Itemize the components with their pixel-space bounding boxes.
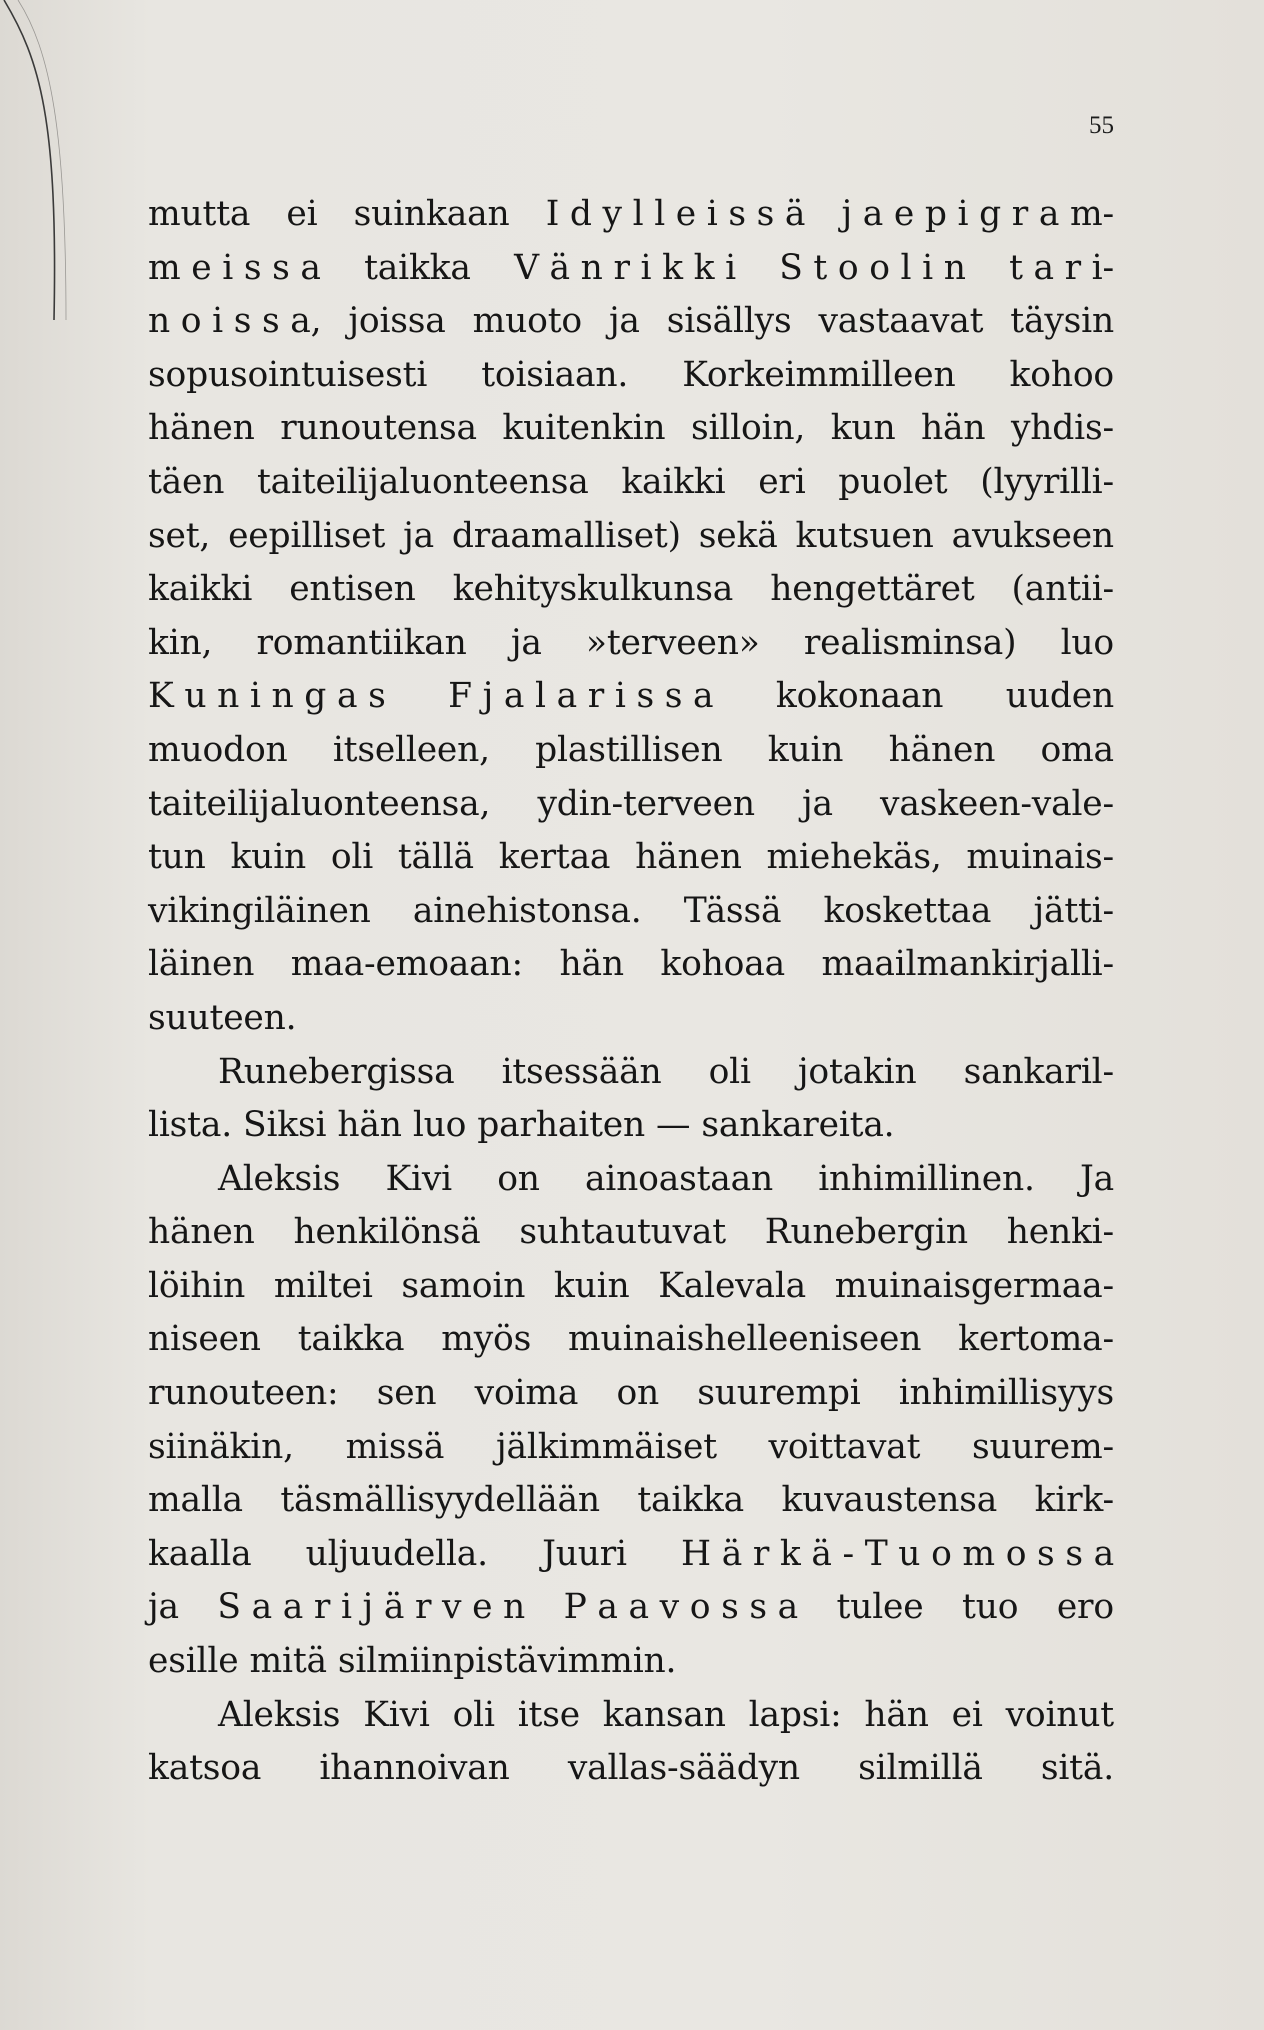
text-word: koskettaa bbox=[823, 890, 992, 931]
text-word: t a r i- bbox=[1009, 247, 1114, 288]
text-line bbox=[148, 1206, 1114, 1260]
text-line bbox=[148, 1635, 1114, 1689]
text-word: missä bbox=[345, 1426, 445, 1467]
text-word: läinen bbox=[148, 944, 255, 985]
text-word: ydin-terveen bbox=[537, 783, 755, 824]
text-word: suurempi bbox=[697, 1373, 861, 1414]
text-line bbox=[148, 402, 1114, 456]
text-word: jälkimmäiset bbox=[496, 1426, 717, 1467]
text-word: luo bbox=[412, 1105, 467, 1146]
text-word: sitä. bbox=[1040, 1748, 1114, 1789]
text-word: inhimillisyys bbox=[898, 1373, 1114, 1414]
text-word: vastaavat bbox=[818, 301, 984, 342]
text-word: »terveen» bbox=[585, 622, 760, 663]
text-word: jotakin bbox=[797, 1051, 917, 1092]
text-word: silloin, bbox=[690, 408, 806, 449]
text-line bbox=[148, 938, 1114, 992]
page-edge-curve bbox=[0, 0, 90, 320]
text-word: samoin bbox=[401, 1265, 526, 1306]
text-word: romantiikan bbox=[256, 622, 467, 663]
text-line bbox=[148, 885, 1114, 939]
text-word: Tässä bbox=[683, 890, 782, 931]
text-word: henkilönsä bbox=[293, 1212, 481, 1253]
text-word: vikingiläinen bbox=[148, 890, 371, 931]
text-line bbox=[148, 831, 1114, 885]
text-word: I d y l l e i s s ä bbox=[545, 194, 806, 234]
text-word: Juuri bbox=[542, 1533, 627, 1574]
text-word: yhdis- bbox=[1010, 408, 1114, 449]
text-word: tällä bbox=[397, 837, 474, 878]
text-line bbox=[148, 510, 1114, 564]
text-word: löihin bbox=[148, 1265, 246, 1306]
text-word: eepilliset bbox=[228, 515, 386, 556]
text-word: maa-emoaan: bbox=[290, 944, 523, 985]
text-word: niseen bbox=[148, 1319, 261, 1360]
text-word: ja bbox=[148, 1587, 179, 1628]
text-word: hengettäret bbox=[770, 569, 975, 610]
text-word: miehekäs, bbox=[766, 837, 942, 878]
text-word: hän bbox=[864, 1694, 929, 1735]
text-word: avukseen bbox=[951, 515, 1114, 556]
text-word: kirk- bbox=[1034, 1480, 1114, 1521]
text-word: kun bbox=[830, 408, 896, 449]
text-word: silmiinpistävimmin. bbox=[337, 1641, 677, 1682]
text-word: muinaishelleeniseen bbox=[568, 1319, 922, 1360]
text-word: hänen bbox=[888, 729, 996, 770]
text-line bbox=[148, 563, 1114, 617]
text-word: suhtautuvat bbox=[519, 1212, 726, 1253]
text-line bbox=[148, 1528, 1114, 1582]
text-line bbox=[148, 1421, 1114, 1475]
text-word: täysin bbox=[1010, 301, 1114, 342]
text-word: esille bbox=[148, 1641, 239, 1682]
text-word: muinaisgermaa- bbox=[834, 1265, 1114, 1306]
text-line bbox=[148, 1313, 1114, 1367]
text-word: set, bbox=[148, 515, 211, 556]
text-word: itsessään bbox=[501, 1051, 662, 1092]
text-word: taikka bbox=[637, 1480, 744, 1521]
text-word: n o i s s a, bbox=[148, 301, 322, 342]
text-word: toisiaan. bbox=[481, 354, 629, 395]
text-word: taikka bbox=[297, 1319, 405, 1360]
text-word: Kalevala bbox=[658, 1265, 807, 1306]
text-word: V ä n r i k k i bbox=[514, 247, 736, 288]
text-word: S a a r i j ä r v e n bbox=[217, 1587, 526, 1628]
text-word: sekä bbox=[698, 515, 778, 556]
text-word: taiteilijaluonteensa, bbox=[148, 783, 491, 824]
text-word: muodon bbox=[148, 729, 288, 770]
text-word: täsmällisyydellään bbox=[280, 1480, 600, 1521]
text-word: sisällys bbox=[666, 301, 792, 342]
text-word: henki- bbox=[1006, 1212, 1114, 1253]
text-word: muoto bbox=[472, 301, 582, 342]
text-word: kin, bbox=[148, 622, 213, 663]
text-word: eri bbox=[758, 461, 806, 502]
text-word: Korkeimmilleen bbox=[682, 354, 956, 395]
text-word: muinais- bbox=[966, 837, 1114, 878]
text-line bbox=[148, 778, 1114, 832]
text-line bbox=[148, 1742, 1114, 1796]
text-word: (antii- bbox=[1011, 569, 1114, 610]
text-word: F j a l a r i s s a bbox=[448, 676, 714, 717]
text-word: kuin bbox=[230, 837, 307, 878]
text-word: ainehistonsa. bbox=[412, 890, 642, 931]
text-line bbox=[148, 242, 1114, 296]
text-word: voittavat bbox=[768, 1426, 921, 1467]
text-word: taikka bbox=[364, 247, 471, 288]
text-word: Runebergin bbox=[764, 1212, 968, 1253]
text-word: itselleen, bbox=[332, 729, 490, 770]
text-word: ero bbox=[1056, 1587, 1114, 1628]
text-word: uuden bbox=[1005, 676, 1114, 717]
text-word: malla bbox=[148, 1480, 243, 1521]
text-word: kansan bbox=[602, 1694, 726, 1735]
text-word: P a a v o s s a bbox=[563, 1587, 798, 1628]
text-word: oli bbox=[330, 837, 374, 878]
text-word: tuo bbox=[962, 1587, 1019, 1628]
text-line bbox=[148, 1581, 1114, 1635]
text-word: mitä bbox=[249, 1641, 327, 1682]
text-word: joissa bbox=[348, 301, 446, 342]
text-word: sankaril- bbox=[963, 1051, 1114, 1092]
text-word: Kivi bbox=[363, 1694, 430, 1735]
text-line bbox=[148, 670, 1114, 724]
text-word: oli bbox=[708, 1051, 751, 1092]
text-word: kokonaan bbox=[775, 676, 944, 717]
text-word: ja bbox=[403, 515, 434, 556]
text-word: Ja bbox=[1079, 1158, 1114, 1199]
text-word: jätti- bbox=[1033, 890, 1114, 931]
text-line bbox=[148, 295, 1114, 349]
text-word: runoutensa bbox=[280, 408, 477, 449]
text-word: vaskeen-vale- bbox=[880, 783, 1114, 824]
text-word: uljuudella. bbox=[305, 1533, 488, 1574]
text-word: tulee bbox=[836, 1587, 924, 1628]
text-word: ja bbox=[608, 301, 640, 342]
text-word: oma bbox=[1040, 729, 1114, 770]
text-word: hän bbox=[559, 944, 624, 985]
text-word: draamalliset) bbox=[451, 515, 681, 556]
text-line bbox=[148, 617, 1114, 671]
text-word: inhimillinen. bbox=[818, 1158, 1035, 1199]
text-word: silmillä bbox=[858, 1748, 983, 1789]
text-word: ja bbox=[510, 622, 542, 663]
text-word: kaikki bbox=[148, 569, 253, 610]
text-word: hänen bbox=[148, 1212, 255, 1253]
text-word: siinäkin, bbox=[148, 1426, 294, 1467]
text-word: kuin bbox=[767, 729, 844, 770]
text-word: voima bbox=[474, 1373, 579, 1414]
text-word: kertoma- bbox=[958, 1319, 1114, 1360]
text-word: ainoastaan bbox=[584, 1158, 774, 1199]
text-word: on bbox=[497, 1158, 540, 1199]
text-word: katsoa bbox=[148, 1748, 262, 1789]
text-word: myös bbox=[441, 1319, 532, 1360]
text-word: entisen bbox=[289, 569, 416, 610]
text-word: kehityskulkunsa bbox=[452, 569, 734, 610]
text-word: kuitenkin bbox=[502, 408, 666, 449]
text-line bbox=[148, 188, 1114, 242]
text-word: suinkaan bbox=[353, 194, 510, 234]
text-line bbox=[148, 456, 1114, 510]
text-word: kertaa bbox=[498, 837, 611, 878]
text-word: Runebergissa bbox=[218, 1051, 455, 1092]
text-word: ihannoivan bbox=[319, 1748, 510, 1789]
text-word: S t o o l i n bbox=[779, 247, 966, 288]
text-word: Kivi bbox=[385, 1158, 453, 1199]
text-line bbox=[148, 1474, 1114, 1528]
text-word: parhaiten bbox=[477, 1105, 645, 1146]
text-word: suurem- bbox=[971, 1426, 1114, 1467]
page-number: 55 bbox=[1089, 112, 1114, 139]
text-word: tun bbox=[148, 837, 206, 878]
text-word: oli bbox=[452, 1694, 495, 1735]
text-word: hänen bbox=[635, 837, 742, 878]
text-word: kohoo bbox=[1009, 354, 1114, 395]
text-word: hänen bbox=[148, 408, 255, 449]
text-line bbox=[148, 1153, 1114, 1207]
text-word: H ä r k ä - T u o m o s s a bbox=[681, 1533, 1114, 1574]
text-word: sen bbox=[376, 1373, 437, 1414]
text-word: lapsi: bbox=[748, 1694, 842, 1735]
text-word: m e i s s a bbox=[148, 247, 321, 288]
text-word: kuvaustensa bbox=[781, 1480, 998, 1521]
text-word: Aleksis bbox=[218, 1158, 341, 1199]
text-line bbox=[148, 1260, 1114, 1314]
text-line bbox=[148, 724, 1114, 778]
text-word: ei bbox=[286, 194, 318, 234]
text-word: — bbox=[656, 1105, 691, 1146]
text-word: kutsuen bbox=[795, 515, 934, 556]
text-word: itse bbox=[517, 1694, 580, 1735]
text-word: voinut bbox=[1005, 1694, 1114, 1735]
text-word: taiteilijaluonteensa bbox=[257, 461, 589, 502]
text-word: realisminsa) bbox=[803, 622, 1017, 663]
text-word: maailmankirjalli- bbox=[821, 944, 1114, 985]
text-word: hän bbox=[921, 408, 986, 449]
body-text bbox=[148, 188, 1114, 1796]
text-word: (lyyrilli- bbox=[980, 461, 1114, 502]
text-word: kohoaa bbox=[660, 944, 785, 985]
text-word: kaikki bbox=[621, 461, 726, 502]
text-word: sankareita. bbox=[701, 1105, 895, 1146]
text-word: plastillisen bbox=[535, 729, 723, 770]
text-word: sopusointuisesti bbox=[148, 354, 428, 395]
text-word: K u n i n g a s bbox=[148, 676, 386, 717]
text-word: lista. bbox=[148, 1105, 232, 1146]
text-word: j a e p i g r a m- bbox=[841, 194, 1114, 234]
text-word: miltei bbox=[273, 1265, 373, 1306]
text-word: vallas-säädyn bbox=[567, 1748, 800, 1789]
text-word: luo bbox=[1060, 622, 1114, 663]
text-word: suuteen. bbox=[148, 997, 297, 1038]
text-word: täen bbox=[148, 461, 225, 502]
text-line bbox=[148, 349, 1114, 403]
text-word: ja bbox=[802, 783, 833, 824]
text-word: hän bbox=[337, 1105, 402, 1146]
text-word: mutta bbox=[148, 194, 251, 234]
text-line bbox=[148, 1099, 1114, 1153]
text-word: runouteen: bbox=[148, 1373, 339, 1414]
text-word: ei bbox=[951, 1694, 983, 1735]
text-word: puolet bbox=[838, 461, 948, 502]
text-word: kuin bbox=[553, 1265, 630, 1306]
text-line bbox=[148, 992, 1114, 1046]
text-word: Siksi bbox=[243, 1105, 327, 1146]
text-line bbox=[148, 1367, 1114, 1421]
text-word: Aleksis bbox=[218, 1694, 341, 1735]
text-word: kaalla bbox=[148, 1533, 252, 1574]
text-word: on bbox=[616, 1373, 660, 1414]
text-line bbox=[148, 1046, 1114, 1100]
text-line bbox=[148, 1689, 1114, 1743]
